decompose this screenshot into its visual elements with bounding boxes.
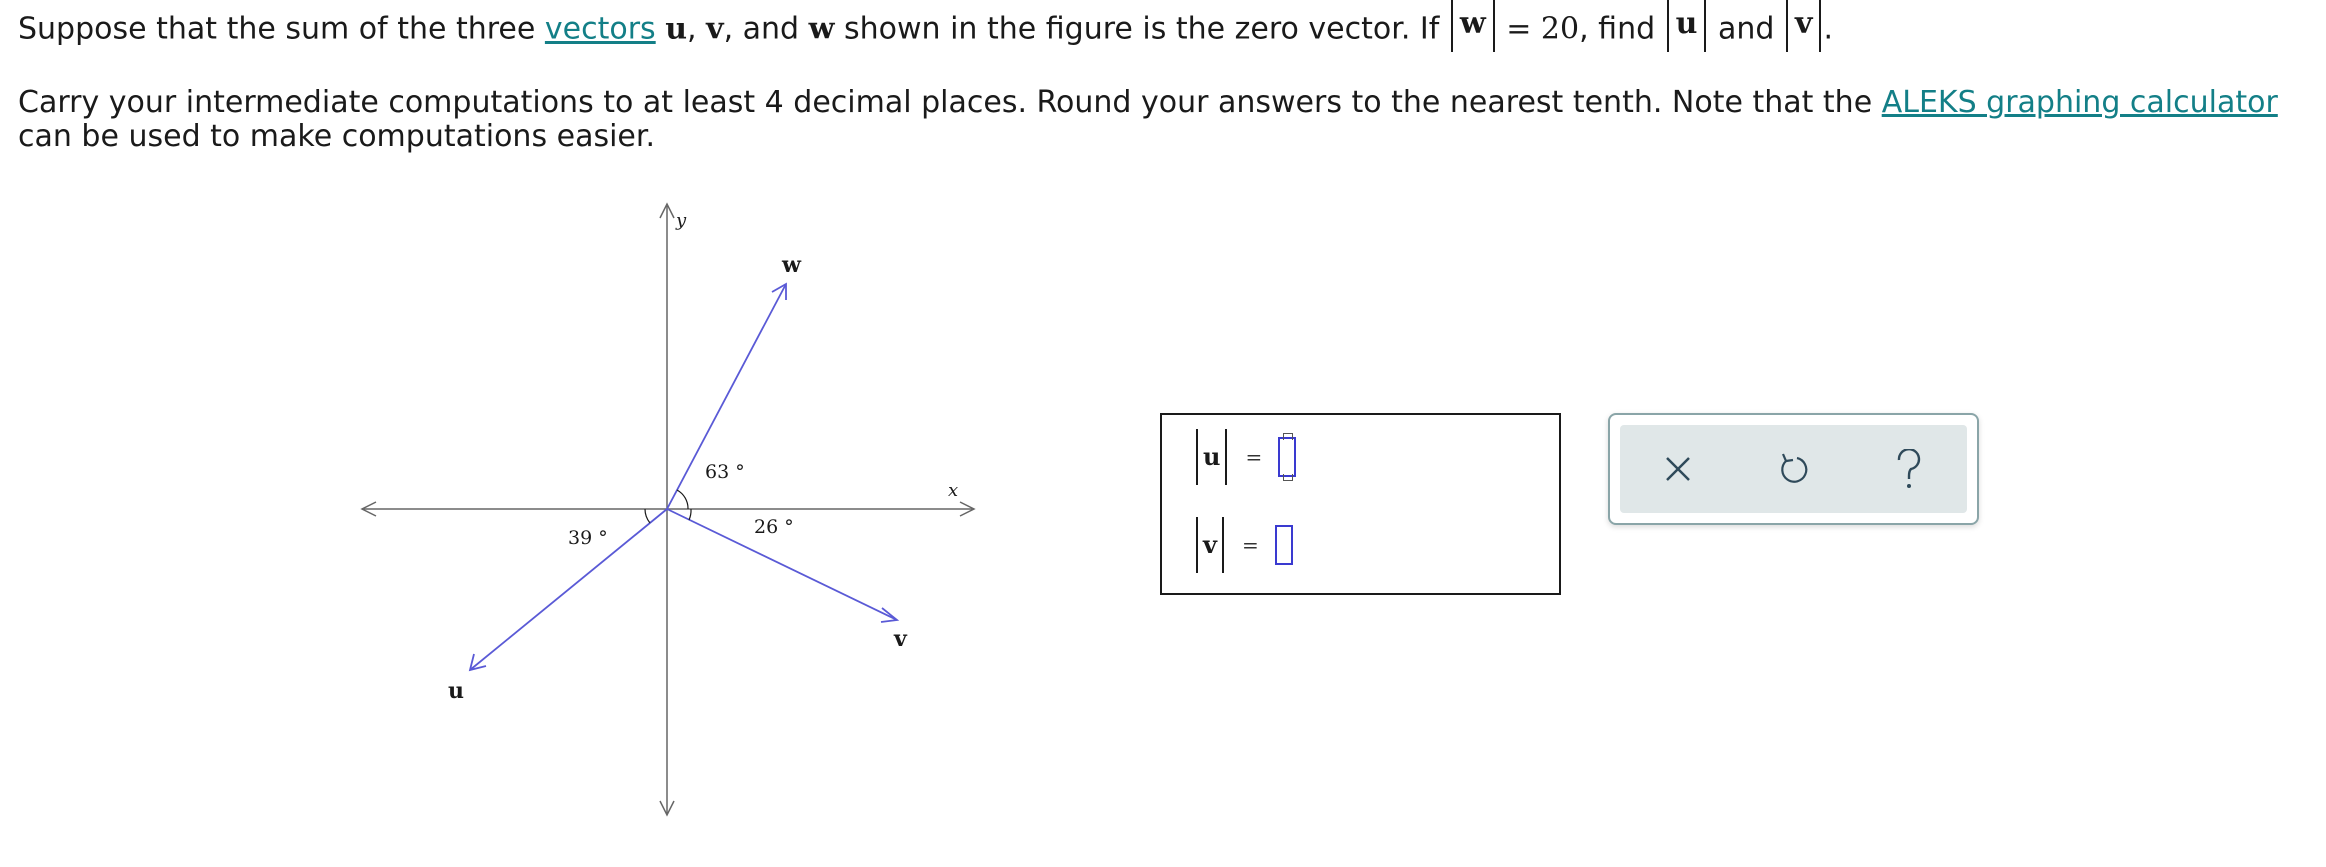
angle-u-label: 39 ° xyxy=(568,527,608,549)
help-button[interactable] xyxy=(1879,439,1939,499)
angle-w-label: 63 ° xyxy=(705,461,745,483)
question-line-1: Suppose that the sum of the three vectors u, v, and w shown in the figure is the zero vector. If w = 20, find u and v . xyxy=(18,8,1833,52)
angle-v-label: 26 ° xyxy=(754,516,794,538)
undo-button[interactable] xyxy=(1763,439,1823,499)
equals-sign: = xyxy=(1241,533,1259,557)
vector-figure xyxy=(352,196,992,826)
vector-w-label: w xyxy=(782,252,801,278)
y-axis-label: y xyxy=(676,210,687,231)
angle-v-arc xyxy=(689,509,691,520)
vector-diagram-svg xyxy=(352,196,992,826)
tool-panel-inner xyxy=(1620,425,1967,513)
answer-v-input[interactable] xyxy=(1275,525,1293,565)
undo-icon xyxy=(1777,452,1809,486)
vector-v-arrowhead xyxy=(881,608,897,622)
answer-u-magnitude-label: u xyxy=(1196,429,1227,485)
tool-panel xyxy=(1608,413,1979,525)
magnitude-w-value: = 20 xyxy=(1506,11,1580,47)
angle-w-arc xyxy=(677,490,688,509)
x-axis-label: x xyxy=(948,480,959,501)
vector-u-symbol: u xyxy=(665,11,688,47)
vectors-link[interactable]: vectors xyxy=(544,11,656,47)
instructions-text: Carry your intermediate computations to at least 4 decimal places. Round your answers to the nearest tenth. Note that the xyxy=(18,85,1873,120)
magnitude-u: u xyxy=(1667,0,1707,52)
graphing-calculator-link[interactable]: ALEKS graphing calculator xyxy=(1881,85,2278,120)
vector-v-symbol: v xyxy=(706,11,724,47)
vector-v-label: v xyxy=(894,626,907,652)
question-line-2: Carry your intermediate computations to at least 4 decimal places. Round your answers to the nearest tenth. Note that the ALEKS graphing calculator can be used to make computations easier. xyxy=(18,85,2278,154)
help-icon xyxy=(1894,449,1924,489)
question-text: Suppose that the sum of the three xyxy=(18,11,536,47)
clear-button[interactable] xyxy=(1648,439,1708,499)
answer-v-magnitude-label: v xyxy=(1196,517,1224,573)
magnitude-w: w xyxy=(1451,0,1495,52)
answer-row-v xyxy=(1196,517,1293,573)
answer-row-u xyxy=(1196,429,1296,485)
equals-sign: = xyxy=(1245,445,1263,469)
answer-box xyxy=(1160,413,1561,595)
close-icon xyxy=(1663,454,1693,484)
vector-u-label: u xyxy=(448,678,464,704)
answer-u-input[interactable] xyxy=(1278,437,1296,477)
magnitude-v: v xyxy=(1786,0,1821,52)
angle-u-arc xyxy=(645,509,650,523)
vector-w-symbol: w xyxy=(808,11,835,47)
